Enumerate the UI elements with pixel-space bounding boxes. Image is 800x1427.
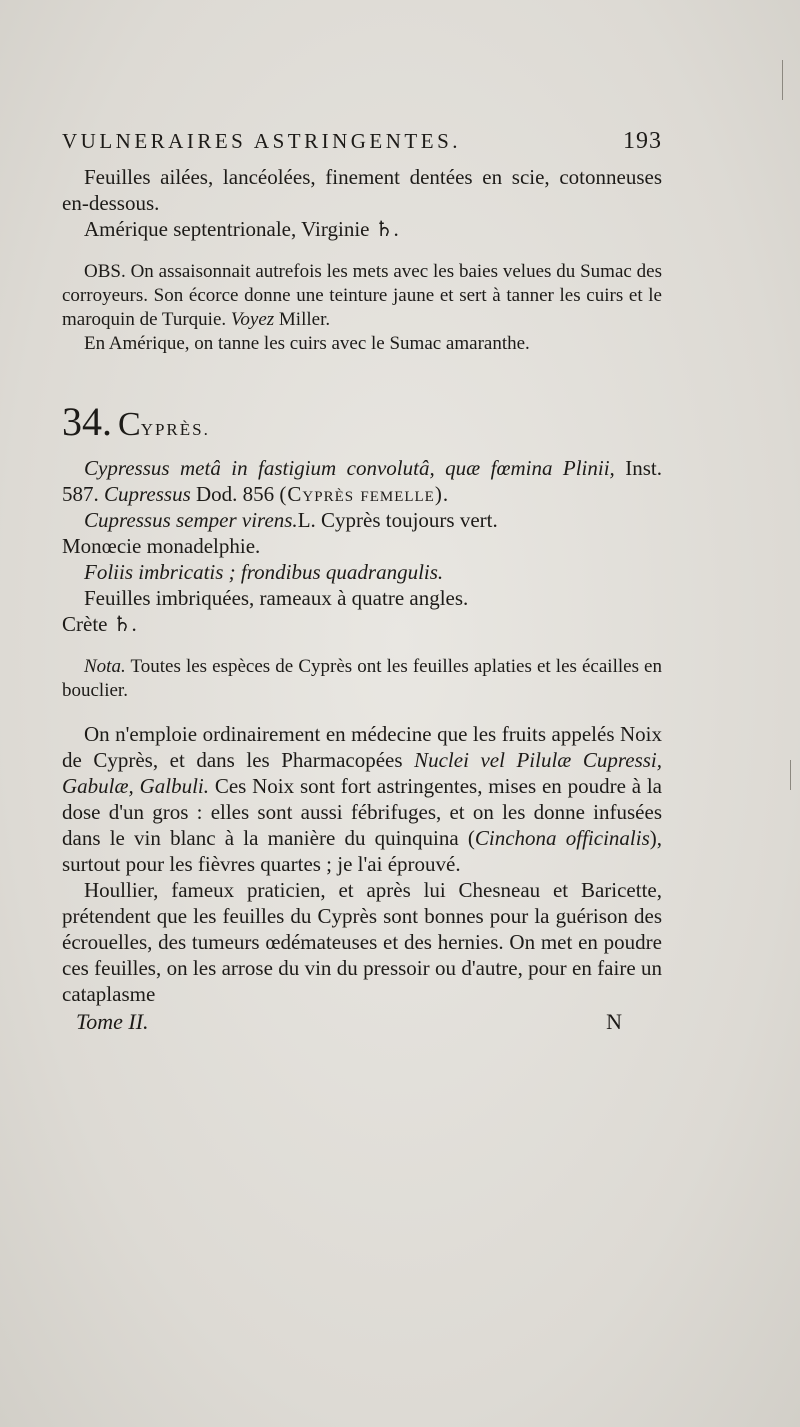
running-head bbox=[62, 128, 662, 154]
linnaean-author: L. bbox=[297, 508, 316, 532]
obs-see-ref: Miller. bbox=[278, 309, 331, 330]
entry-title bbox=[118, 408, 210, 447]
body-p1-text-c: ), surtout pour les fièvres quartes ; je l'ai éprouvé. bbox=[62, 826, 662, 876]
body-p1-latin-1: Nuclei vel Pilulæ Cupressi, Gabulæ, Galbuli. bbox=[62, 748, 663, 798]
entry-title-rest: YPRÈS. bbox=[140, 420, 210, 439]
page-content bbox=[62, 128, 662, 1035]
entry-heading bbox=[62, 399, 662, 447]
synonym2-common: (Cyprès femelle). bbox=[279, 482, 450, 506]
obs-paragraph bbox=[62, 260, 662, 332]
obs-label: OBS. bbox=[84, 261, 126, 282]
nota-label: Nota. bbox=[84, 656, 126, 677]
running-title: VULNERAIRES ASTRINGENTES. bbox=[62, 129, 462, 153]
nota-text: Toutes les espèces de Cyprès ont les feuilles aplaties et les écailles en bouclier. bbox=[62, 656, 662, 701]
obs-paragraph-2: En Amérique, on tanne les cuirs avec le Sumac amaranthe. bbox=[84, 333, 530, 354]
entry-synonyms bbox=[62, 455, 662, 507]
synonym-ref: Inst. 587. bbox=[62, 456, 663, 506]
page-number: 193 bbox=[623, 128, 662, 154]
entry-latin-description: Foliis imbricatis ; frondibus quadrangulis. bbox=[84, 560, 444, 584]
page-crease-mark bbox=[790, 760, 791, 790]
body-paragraph-1 bbox=[62, 721, 662, 877]
nota-paragraph bbox=[62, 655, 662, 703]
synonym-latin: Cypressus metâ in fastigium convolutâ, quæ fœmina Plinii, bbox=[84, 456, 615, 480]
volume-label: Tome II. bbox=[76, 1009, 149, 1034]
page-crease-mark bbox=[782, 60, 783, 100]
synonym2-latin: Cupressus bbox=[104, 482, 191, 506]
intro-habitat: Amérique septentrionale, Virginie ♄. bbox=[84, 217, 399, 241]
entry-linnaean bbox=[62, 507, 662, 533]
obs-text: On assaisonnait autrefois les mets avec les baies velues du Sumac des corroyeurs. Son écorce donne une teinture jaune et sert à tanner les cuirs et le maroquin de Turquie. bbox=[62, 261, 662, 330]
entry-description: Feuilles imbriquées, rameaux à quatre angles. bbox=[84, 586, 469, 610]
linnaean-name: Cupressus semper virens. bbox=[84, 508, 298, 532]
entry-classification: Monœcie monadelphie. bbox=[62, 534, 261, 558]
obs-see-label: Voyez bbox=[230, 309, 275, 330]
body-paragraph-2: Houllier, fameux praticien, et après lui Chesneau et Baricette, prétendent que les feuilles du Cyprès sont bonnes pour la guérison des écrouelles, des tumeurs œdémateuses et des hernies. On met en poudre ces feuilles, on les arrose du vin du pressoir ou d'autre, pour en faire un cataplasme bbox=[62, 878, 662, 1006]
entry-habitat: Crète ♄. bbox=[62, 612, 137, 636]
page-footer bbox=[62, 1009, 662, 1035]
body-p1-text-a: On n'emploie ordinairement en médecine que les fruits appelés Noix de Cyprès, et dans les Pharmacopées bbox=[62, 722, 662, 772]
signature-mark: N bbox=[606, 1009, 622, 1034]
synonym2-ref: Dod. 856 bbox=[196, 482, 275, 506]
intro-description: Feuilles ailées, lancéolées, finement dentées en scie, cotonneuses en-dessous. bbox=[62, 165, 662, 215]
entry-title-initial: C bbox=[118, 406, 141, 443]
body-p1-latin-2: Cinchona officinalis bbox=[474, 826, 650, 850]
common-name: Cyprès toujours vert. bbox=[321, 508, 498, 532]
body-p1-text-b: Ces Noix sont fort astringentes, mises en poudre à la dose d'un gros : elles sont aussi fébrifuges, et on les donne infusées dans le vin blanc à la manière du quinquina ( bbox=[62, 774, 663, 850]
entry-number: 34. bbox=[62, 399, 112, 444]
